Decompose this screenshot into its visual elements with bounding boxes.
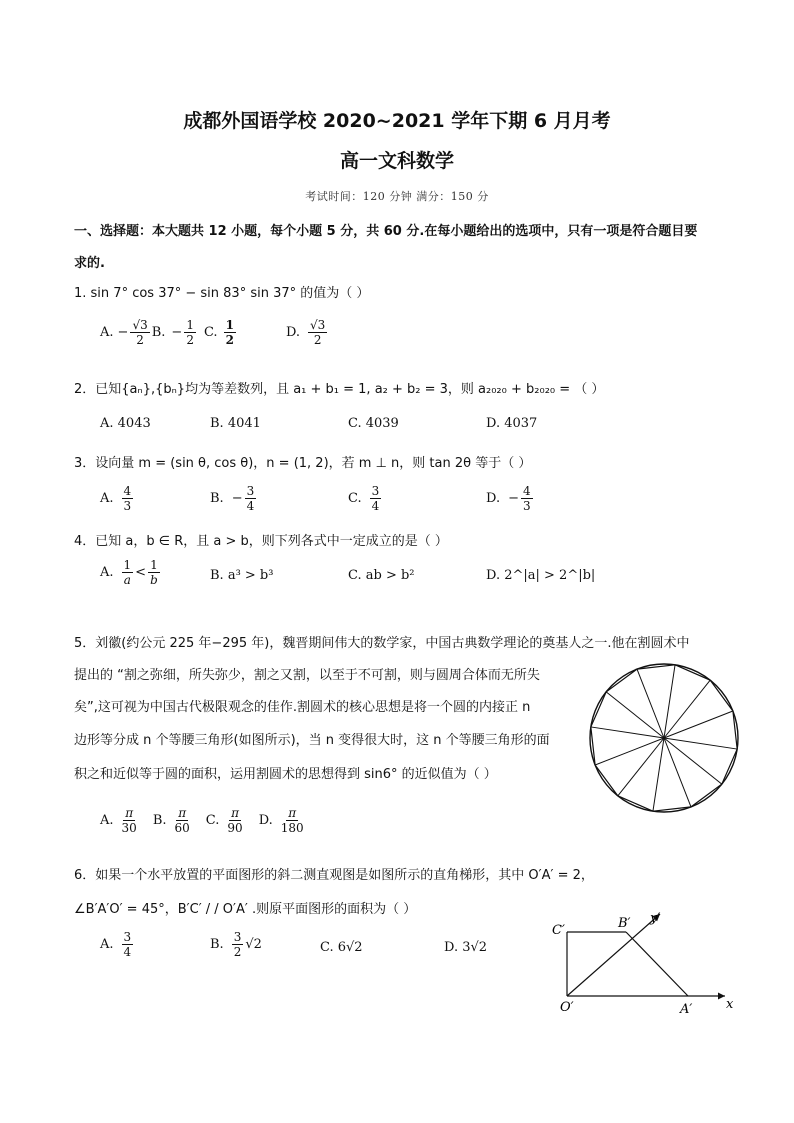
q3-opt-a-label: A. [100,491,114,506]
section-heading-line1: 一、选择题：本大题共 12 小题，每个小题 5 分，共 60 分.在每小题给出的选项中，只有一项是符合题目要 [74,224,698,239]
q6-opt-a [100,930,135,959]
q1-options [100,318,329,347]
q6-label-y: y′ [650,911,661,926]
q5-opt-b-num: π [178,806,187,820]
q3-opt-d-num: 4 [523,484,531,498]
q5-opt-d-label: D. [258,813,273,828]
q3-stem: 3．设向量 m = (sin θ, cos θ)，n = (1, 2)，若 m ⊥ n，则 tan 2θ 等于（ ） [74,456,532,471]
q3-opt-b-den: 4 [246,499,255,513]
section-heading-line2: 求的. [74,256,105,271]
q2-stem: 2．已知{aₙ},{bₙ}均为等差数列，且 a₁ + b₁ = 1, a₂ + b₂ = 3，则 a₂₀₂₀ + b₂₀₂₀ = （ ） [74,382,605,397]
q4-opt-b: B. a³ > b³ [210,568,274,583]
exam-info: 考试时间：120 分钟 满分：150 分 [305,190,489,203]
q6-opt-a-label: A. [100,937,114,952]
q6-label-x: x [726,997,734,1012]
q5-line4: 边形等分成 n 个等腰三角形(如图所示)，当 n 变得很大时，这 n 个等腰三角形的面 [74,733,550,748]
exam-subtitle: 高一文科数学 [339,150,454,172]
exam-title: 成都外国语学校 2020~2021 学年下期 6 月月考 [183,110,611,132]
q3-opt-a-frac [122,484,134,513]
q4-opt-a-n2: 1 [150,558,158,572]
q5-opt-b-den: 60 [174,821,190,835]
q6-opt-b [210,930,262,959]
q3-opt-b-num: 3 [246,484,255,498]
q1-opt-b-label: B. [151,325,166,340]
q6-y-axis [567,914,660,996]
q6-opt-d: D. 3√2 [444,940,488,955]
q5-opt-d-num: π [288,806,297,820]
q4-opt-a-n1: 1 [123,558,132,572]
q2-opt-d: D. 4037 [486,416,538,431]
q3-opt-b-sign: − [231,491,243,506]
q1-opt-c-label: C. [203,325,218,340]
q5-line1: 5．刘徽(约公元 225 年−295 年)，魏晋期间伟大的数学家，中国古典数学理论的奠基人之一.他在割圆术中 [74,636,690,651]
q6-line2: ∠B′A′O′ = 45°，B′C′ / / O′A′ .则原平面图形的面积为（ ） [74,902,417,917]
q5-opt-c-label: C. [205,813,220,828]
q6-label-o: O′ [560,1000,574,1015]
q5-opt-a-frac [120,806,139,835]
q1-opt-a-sign: − [117,325,129,340]
q1-opt-c-den: 2 [225,333,234,347]
q5-opt-a-label: A. [100,813,114,828]
q4-opt-a-label: A. [100,565,114,580]
q5-polygon-spoke [664,738,737,749]
q5-opt-a-num: π [125,806,134,820]
q3-opt-c-den: 4 [371,499,380,513]
q4-opt-a-frac2 [148,558,160,587]
q1-opt-b-frac [184,318,196,347]
q5-opt-d-den: 180 [280,821,304,835]
q6-label-b: B′ [618,916,631,931]
q1-opt-d-label: D. [285,325,301,340]
q3-opt-c-frac [370,484,382,513]
q1-opt-d-num: √3 [310,318,326,332]
q4-stem: 4．已知 a，b ∈ R，且 a > b，则下列各式中一定成立的是（ ） [74,534,448,549]
q5-opt-a-den: 30 [121,821,137,835]
q1-opt-b-den: 2 [186,333,194,347]
q6-edge-ba [626,932,688,996]
q1-opt-b-sign: − [171,325,183,340]
q1-opt-c-num: 1 [225,318,234,332]
q1-opt-d-frac [308,318,327,347]
q3-opt-c-num: 3 [371,484,380,498]
q3-opt-d-label: D. [486,491,501,506]
q2-opt-b: B. 4041 [210,416,261,431]
q5-opt-b-frac [173,806,192,835]
q1-opt-a-frac [130,318,149,347]
q6-opt-b-num: 3 [233,930,242,944]
q3-opt-d-den: 3 [523,499,531,513]
q6-label-c: C′ [552,923,565,938]
q3-opt-b [210,484,258,513]
q1-opt-a-label: A. [100,325,114,340]
q1-opt-a-den: 2 [136,333,144,347]
q5-polygon-figure [586,658,746,818]
q4-opt-c: C. ab > b² [348,568,415,583]
q4-opt-a-d2: b [150,573,158,587]
q4-opt-a-frac1 [122,558,134,587]
q3-opt-c-label: C. [348,491,362,506]
q6-opt-a-frac [122,930,134,959]
q5-polygon-spoke [591,727,664,738]
q6-label-a: A′ [680,1002,693,1017]
q3-opt-a [100,484,135,513]
q6-trapezoid-figure [540,900,740,1020]
q6-opt-c: C. 6√2 [320,940,363,955]
q5-inscribed-polygon [591,665,737,811]
q1-stem: 1. sin 7° cos 37° − sin 83° sin 37° 的值为（ ） [74,286,370,301]
q5-line5: 积之和近似等于圆的面积，运用割圆术的思想得到 sin6° 的近似值为（ ） [74,767,497,782]
q5-opt-b-label: B. [152,813,167,828]
q1-opt-c-frac [224,318,236,347]
q6-opt-b-den: 2 [233,945,242,959]
q4-opt-d: D. 2^|a| > 2^|b| [486,568,596,583]
q3-opt-b-label: B. [210,491,224,506]
q4-opt-a-lt: < [135,565,147,580]
q3-opt-d-sign: − [508,491,519,506]
q1-opt-a-num: √3 [132,318,148,332]
q5-opt-c-frac [225,806,244,835]
q3-opt-a-num: 4 [123,484,132,498]
q6-opt-b-frac [232,930,244,959]
q6-opt-b-tail: √2 [245,937,262,952]
q6-line1: 6．如果一个水平放置的平面图形的斜二测直观图是如图所示的直角梯形，其中 O′A′ = 2， [74,868,594,883]
q3-opt-a-den: 3 [123,499,132,513]
q5-opt-c-den: 90 [227,821,243,835]
q5-line2: 提出的 “割之弥细，所失弥少，割之又割，以至于不可割，则与圆周合体而无所失 [74,668,540,683]
q3-opt-b-frac [245,484,257,513]
q5-options [100,806,308,835]
q4-opt-a-d1: a [123,573,131,587]
q5-opt-d-frac [279,806,306,835]
q5-polygon-spoke [653,738,664,811]
q2-opt-c: C. 4039 [348,416,399,431]
q2-opt-a: A. 4043 [100,416,151,431]
q6-opt-a-den: 4 [123,945,132,959]
q3-opt-c [348,484,383,513]
q4-opt-a [100,558,162,587]
q1-opt-b-num: 1 [186,318,194,332]
q6-opt-a-num: 3 [123,930,132,944]
q1-opt-d-den: 2 [313,333,322,347]
q3-opt-d [486,484,535,513]
q5-opt-c-num: π [231,806,239,820]
q6-opt-b-label: B. [210,937,224,952]
q5-line3: 矣”,这可视为中国古代极限观念的佳作.割圆术的核心思想是将一个圆的内接正 n [74,700,531,715]
q3-opt-d-frac [521,484,533,513]
q5-polygon-spoke [664,665,675,738]
